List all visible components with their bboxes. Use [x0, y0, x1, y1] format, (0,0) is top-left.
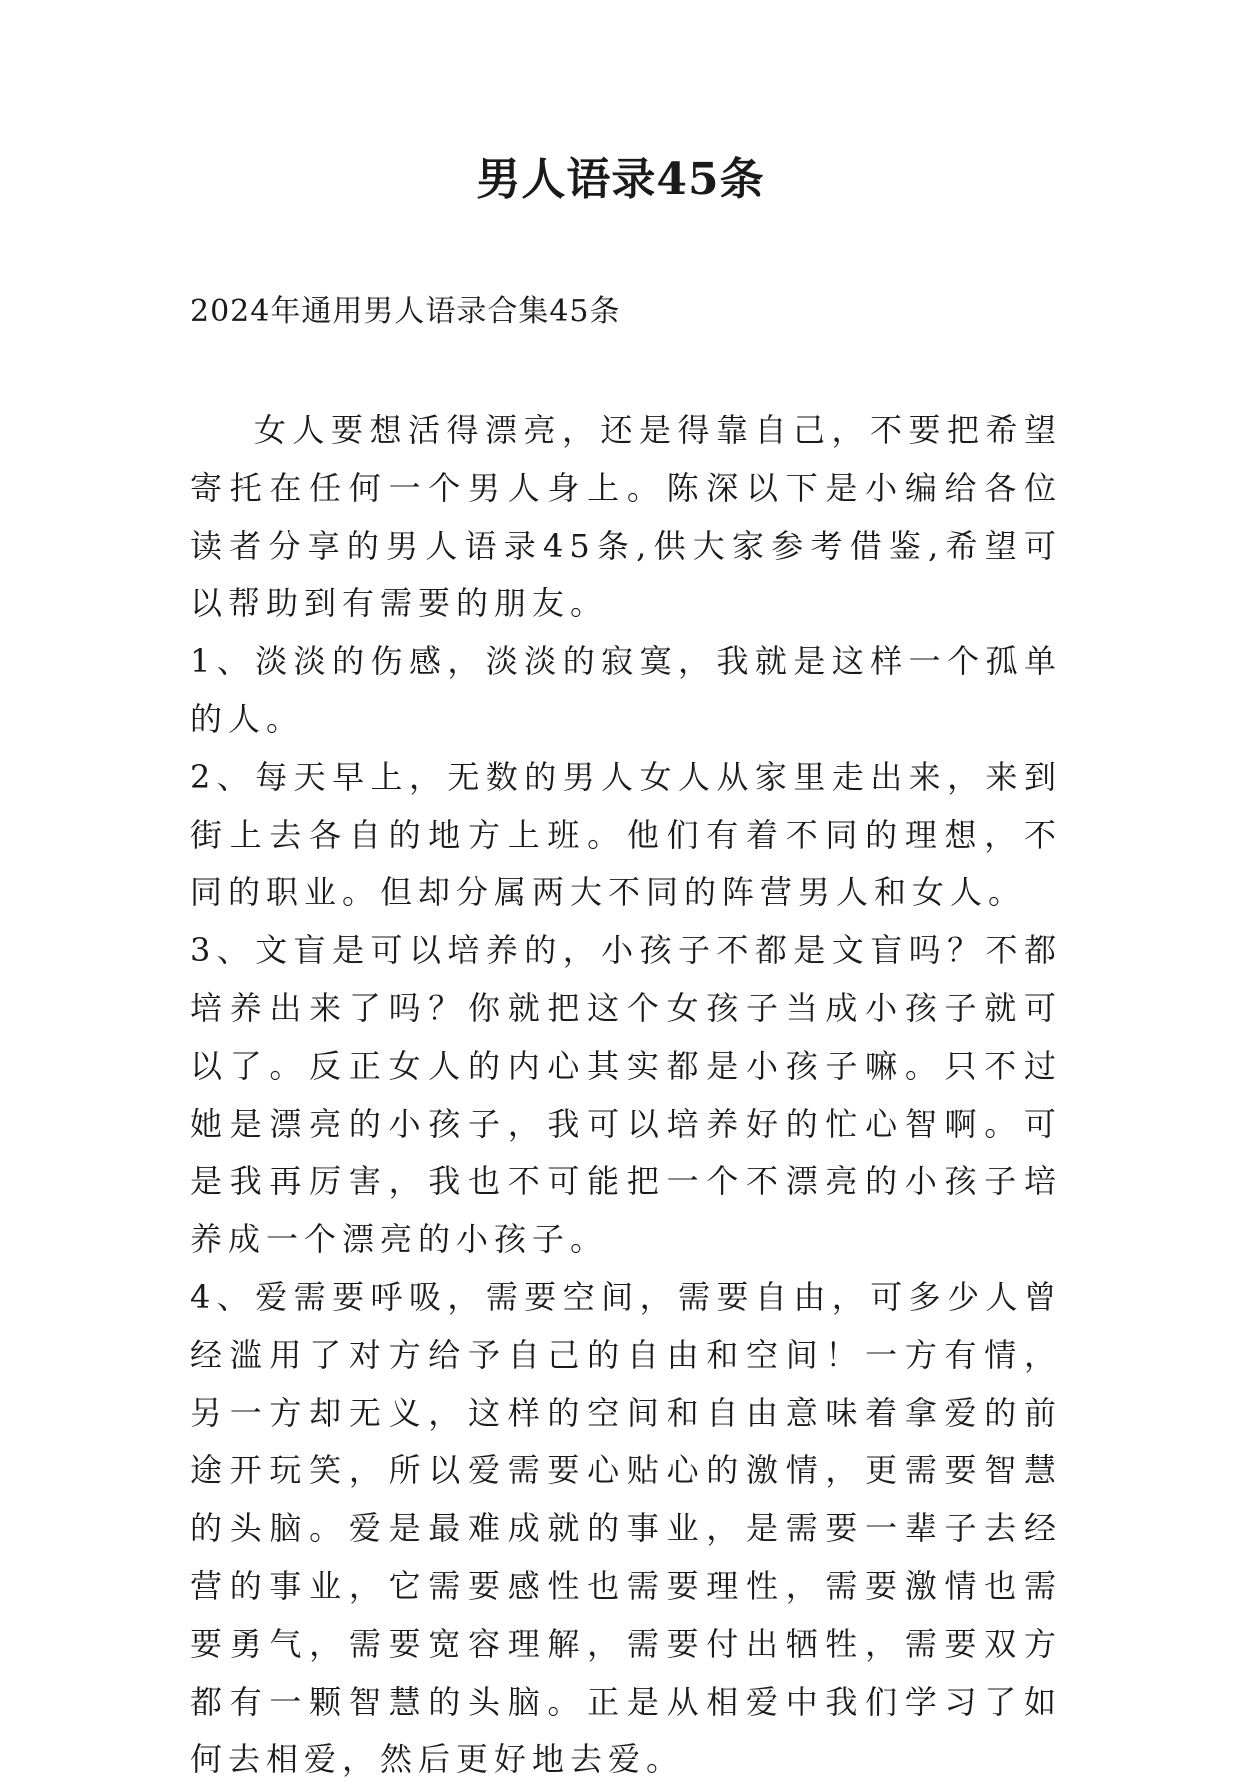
intro-paragraph: 女人要想活得漂亮，还是得靠自己，不要把希望寄托在任何一个男人身上。陈深以下是小编给各位读者分享的男人语录45条,供大家参考借鉴,希望可以帮助到有需要的朋友。 — [190, 411, 1062, 623]
list-item: 4、爱需要呼吸，需要空间，需要自由，可多少人曾经滥用了对方给予自己的自由和空间！一方有情，另一方却无义，这样的空间和自由意味着拿爱的前途开玩笑，所以爱需要心贴心的激情，更需要智慧的头脑。爱是最难成就的事业，是需要一辈子去经营的事业，它需要感性也需要理性，需要激情也需要勇气，需要宽容理解，需要付出牺牲，需要双方都有一颗智慧的头脑。正是从相爱中我们学习了如何去相爱，然后更好地去爱。 — [190, 1277, 1062, 1779]
document-title: 男人语录45条 — [476, 154, 765, 205]
list-item: 2、每天早上，无数的男人女人从家里走出来，来到街上去各自的地方上班。他们有着不同的理想，不同的职业。但却分属两大不同的阵营男人和女人。 — [190, 757, 1062, 912]
document-body — [190, 402, 1062, 1789]
list-item: 1、淡淡的伤感，淡淡的寂寞，我就是这样一个孤单的人。 — [190, 642, 1062, 738]
list-item: 3、文盲是可以培养的，小孩子不都是文盲吗？不都培养出来了吗？你就把这个女孩子当成小孩子就可以了。反正女人的内心其实都是小孩子嘛。只不过她是漂亮的小孩子，我可以培养好的忙心智啊。可是我再厉害，我也不可能把一个不漂亮的小孩子培养成一个漂亮的小孩子。 — [190, 931, 1062, 1259]
document-subtitle: 2024年通用男人语录合集45条 — [190, 294, 621, 329]
